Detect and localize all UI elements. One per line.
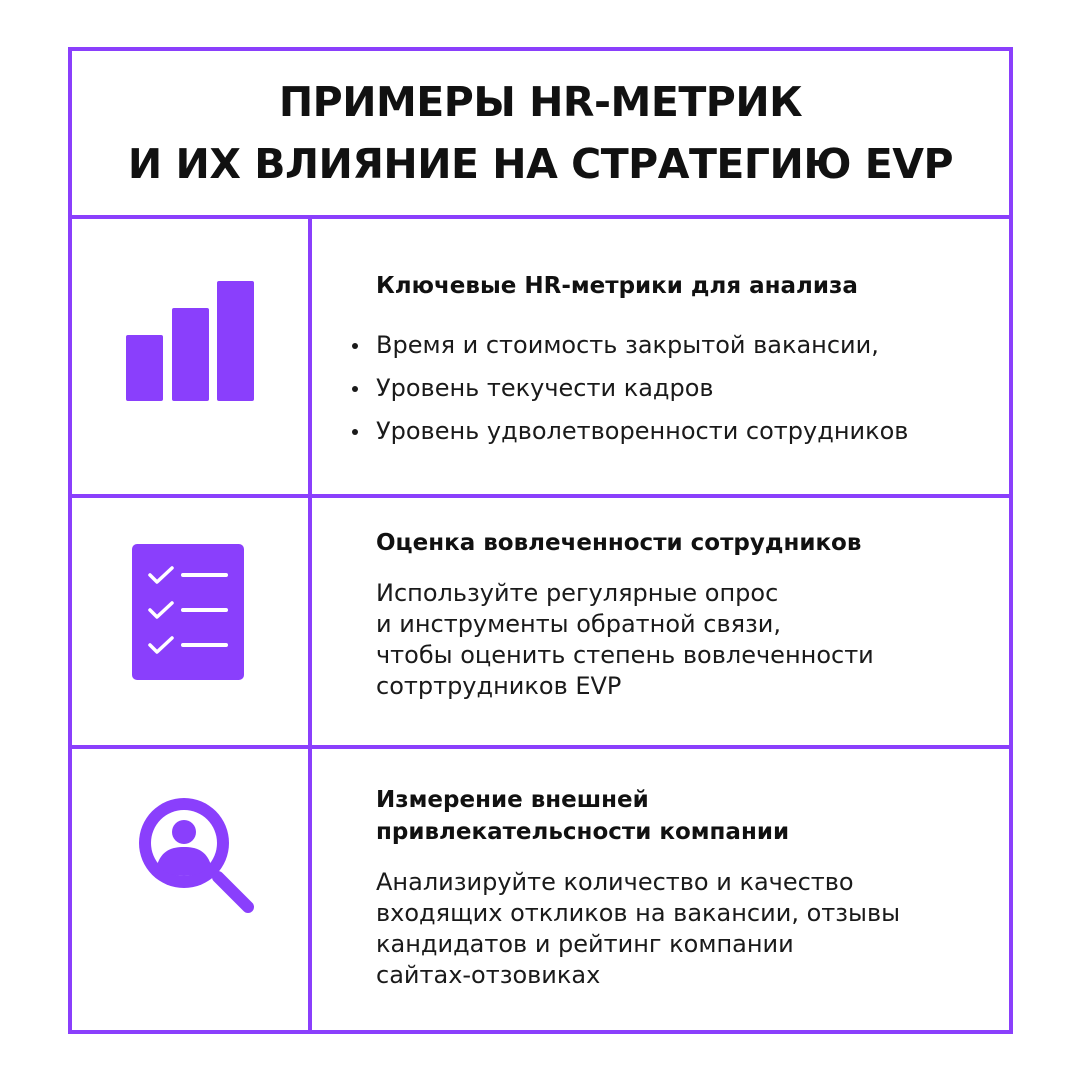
bar-chart-icon	[124, 279, 256, 403]
text-cell	[312, 498, 1009, 745]
section-external-attractiveness	[72, 749, 1009, 1034]
icon-cell	[72, 749, 312, 1034]
list-item: Уровень текучести кадров	[376, 374, 714, 402]
title-line-2: И ИХ ВЛИЯНИЕ НА СТРАТЕГИЮ EVP	[127, 140, 954, 188]
header	[72, 51, 1009, 219]
icon-cell	[72, 219, 312, 494]
magnifier-person-icon	[134, 793, 258, 917]
body-line: и инструменты обратной связи,	[376, 610, 782, 638]
section-engagement	[72, 498, 1009, 749]
title-line-1: ПРИМЕРЫ HR-МЕТРИК	[278, 78, 803, 126]
text-cell	[312, 219, 1009, 494]
bullet-dot	[352, 343, 358, 349]
body-line: сайтах-отзовиках	[376, 961, 601, 989]
checklist-icon	[130, 542, 246, 682]
text-cell	[312, 749, 1009, 1034]
body-line: Используйте регулярные опрос	[376, 579, 779, 607]
list-item: Время и стоимость закрытой вакансии,	[376, 331, 879, 359]
list-item: Уровень удволетворенности сотрудников	[376, 417, 909, 445]
section-heading-line-2: привлекательсности компании	[376, 819, 790, 845]
section-heading-line-1: Измерение внешней	[376, 787, 649, 813]
body-line: кандидатов и рейтинг компании	[376, 930, 794, 958]
section-hr-metrics	[72, 219, 1009, 498]
bullet-dot	[352, 429, 358, 435]
body-line: входящих откликов на вакансии, отзывы	[376, 899, 901, 927]
bullet-dot	[352, 386, 358, 392]
body-line: Анализируйте количество и качество	[376, 868, 854, 896]
section-heading: Ключевые HR-метрики для анализа	[376, 273, 858, 299]
section-heading: Оценка вовлеченности сотрудников	[376, 530, 862, 556]
body-line: сотртрудников EVP	[376, 672, 622, 700]
body-line: чтобы оценить степень вовлеченности	[376, 641, 874, 669]
infographic-card	[68, 47, 1013, 1034]
icon-cell	[72, 498, 312, 745]
